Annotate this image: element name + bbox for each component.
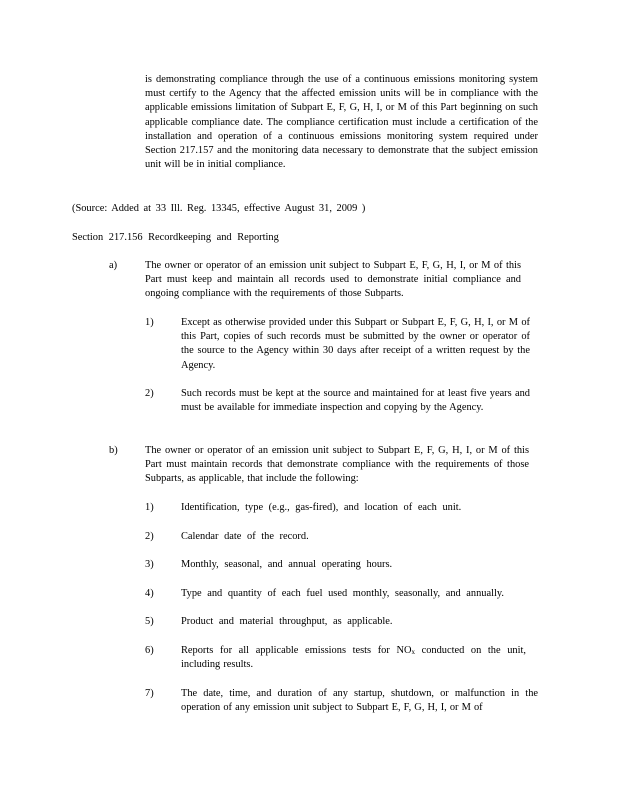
item-b3-label: 3) [145, 559, 154, 570]
item-b2-label: 2) [145, 531, 154, 542]
item-a2-text: Such records must be kept at the source and maintained for at least five years and must be available for immediate inspection and copying by the Agency. [181, 388, 530, 414]
section-heading: Section 217.156 Recordkeeping and Reporting [72, 232, 279, 243]
item-b6-label: 6) [145, 645, 154, 656]
source-note: (Source: Added at 33 Ill. Reg. 13345, effective August 31, 2009 ) [72, 203, 366, 214]
nox-subscript: x [411, 648, 415, 656]
item-b5-text: Product and material throughput, as applicable. [181, 616, 393, 627]
item-b6-text [181, 644, 526, 672]
item-b7-text: The date, time, and duration of any startup, shutdown, or malfunction in the operation of any emission unit subject to Subpart E, F, G, H, I, or M of [181, 688, 538, 714]
item-a-label: a) [109, 260, 118, 271]
item-a-text: The owner or operator of an emission unit subject to Subpart E, F, G, H, I, or M of this Part must keep and maintain all records used to demonstrate initial compliance and ongoing compliance with the requirements of those Subparts. [145, 260, 521, 300]
item-a1-label: 1) [145, 317, 154, 328]
item-b1-label: 1) [145, 502, 154, 513]
item-b6-text-after: conducted on the unit, including results. [181, 645, 527, 671]
item-b2-text: Calendar date of the record. [181, 531, 309, 542]
item-b4-label: 4) [145, 588, 154, 599]
item-b1-text: Identification, type (e.g., gas-fired), and location of each unit. [181, 502, 462, 513]
item-b5-label: 5) [145, 616, 154, 627]
continuation-paragraph: is demonstrating compliance through the use of a continuous emissions monitoring system must certify to the Agency that the affected emission units will be in compliance with the applicable emissions limitation of Subpart E, F, G, H, I, or M of this Part beginning on such applicable compliance date. The compliance certification must include a certification of the installation and operation of a continuous emissions monitoring system required under Section 217.157 and the monitoring data necessary to demonstrate that the subject emission unit will be in initial compliance. [145, 74, 538, 171]
item-b3-text: Monthly, seasonal, and annual operating hours. [181, 559, 393, 570]
item-b-label: b) [109, 445, 118, 456]
item-b4-text: Type and quantity of each fuel used monthly, seasonally, and annually. [181, 588, 505, 599]
item-b6-text-before: Reports for all applicable emissions tests for NO [181, 645, 412, 656]
item-a2-label: 2) [145, 388, 154, 399]
item-b7-label: 7) [145, 688, 154, 699]
item-a1-text: Except as otherwise provided under this Subpart or Subpart E, F, G, H, I, or M of this Part, copies of such records must be submitted by the owner or operator of the source to the Agency within 30 days after receipt of a written request by the Agency. [181, 317, 530, 371]
item-b-text: The owner or operator of an emission unit subject to Subpart E, F, G, H, I, or M of this Part must maintain records that demonstrate compliance with the requirements of those Subparts, as applicable, that include the following: [145, 445, 529, 485]
